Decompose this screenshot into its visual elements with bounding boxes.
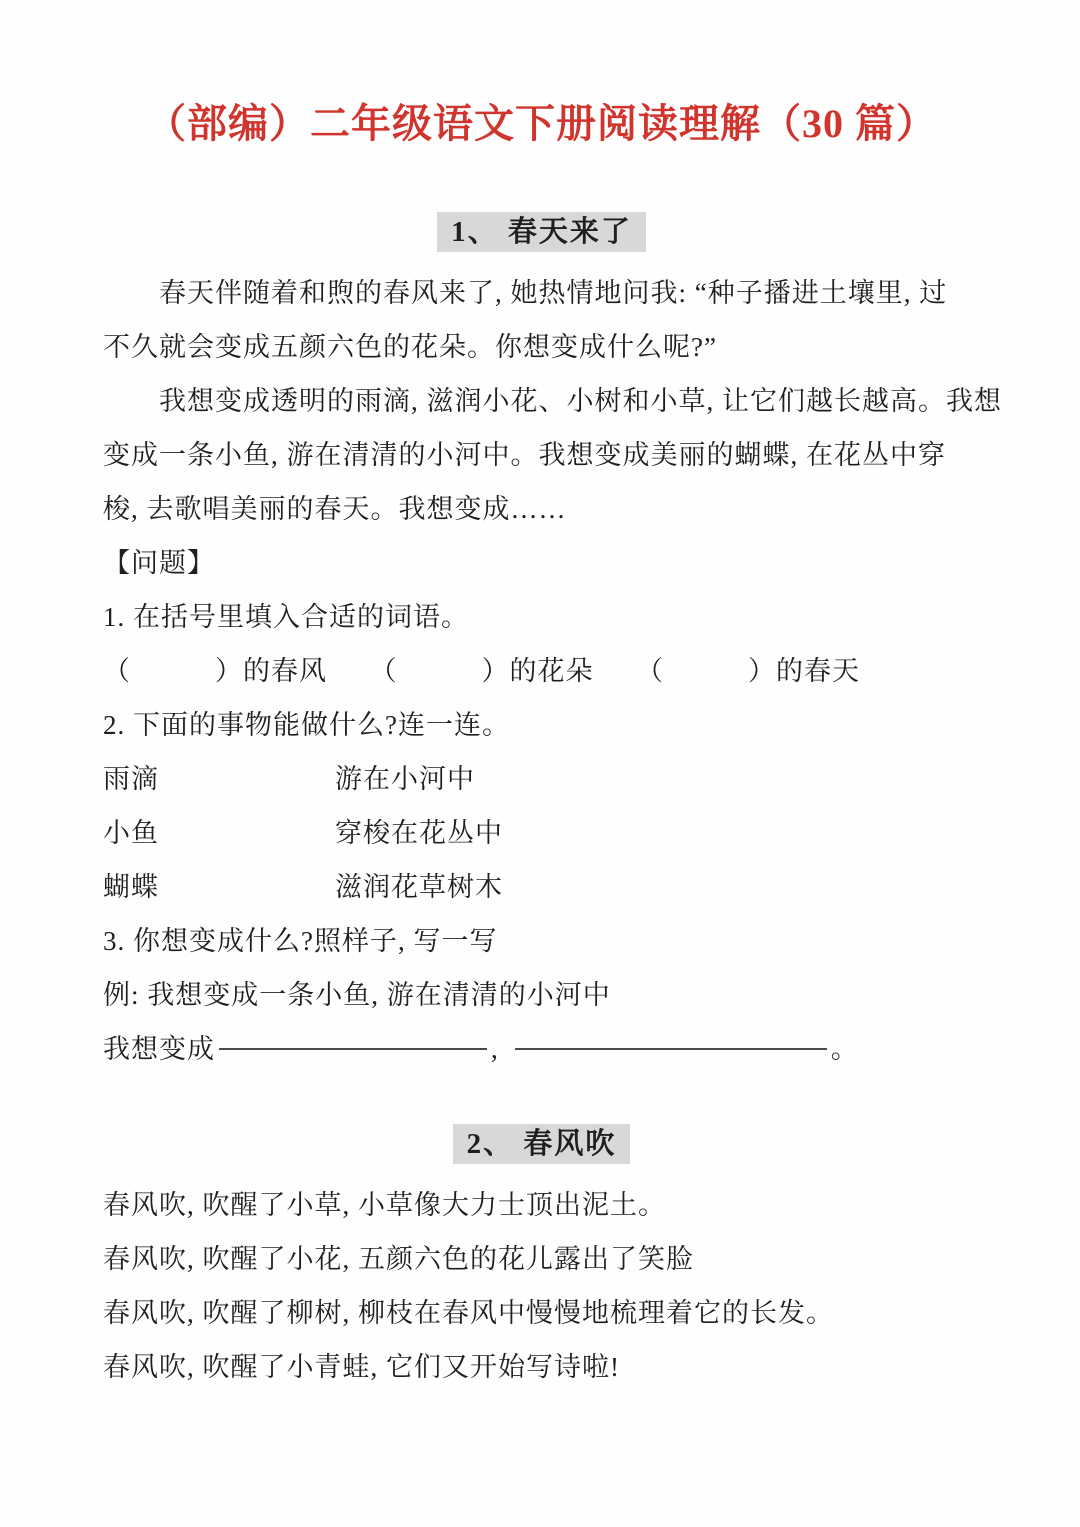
section-1-body xyxy=(103,266,1002,1076)
question-1: 1. 在括号里填入合适的词语。 xyxy=(103,602,469,632)
answer-period: 。 xyxy=(830,1034,859,1064)
paragraph-1-line-1: 春天伴随着和煦的春风来了, 她热情地问我: “种子播进土壤里, 过 xyxy=(159,278,948,308)
answer-blank-line xyxy=(515,1048,827,1050)
question-1-blank-row: （ ）的春风 （ ）的花朵 （ ）的春天 xyxy=(103,656,860,686)
paragraph-2-line-3: 梭, 去歌唱美丽的春天。我想变成…… xyxy=(103,494,567,524)
match-right-item: 穿梭在花丛中 xyxy=(335,818,503,848)
question-3: 3. 你想变成什么?照样子, 写一写 xyxy=(103,926,498,956)
poem-line-1: 春风吹, 吹醒了小草, 小草像大力士顶出泥土。 xyxy=(103,1190,666,1220)
question-3-answer-row xyxy=(103,1022,980,1076)
section-2-heading xyxy=(103,1124,980,1164)
paragraph-2-line-2: 变成一条小鱼, 游在清清的小河中。我想变成美丽的蝴蝶, 在花丛中穿 xyxy=(103,440,946,470)
poem-line-4: 春风吹, 吹醒了小青蛙, 它们又开始写诗啦! xyxy=(103,1352,620,1382)
poem-line-3: 春风吹, 吹醒了柳树, 柳枝在春风中慢慢地梳理着它的长发。 xyxy=(103,1298,834,1328)
question-3-example: 例: 我想变成一条小鱼, 游在清清的小河中 xyxy=(103,980,611,1010)
page-title: （部编）二年级语文下册阅读理解（30 篇） xyxy=(146,101,937,146)
paragraph-2-line-1: 我想变成透明的雨滴, 滋润小花、小树和小草, 让它们越长越高。我想 xyxy=(159,386,1002,416)
poem-line-2: 春风吹, 吹醒了小花, 五颜六色的花儿露出了笑脸 xyxy=(103,1244,694,1274)
match-left-item: 雨滴 xyxy=(103,764,159,794)
match-row xyxy=(103,752,980,806)
match-row xyxy=(103,860,980,914)
paragraph-1-line-2: 不久就会变成五颜六色的花朵。你想变成什么呢?” xyxy=(103,332,717,362)
section-1-heading xyxy=(103,212,980,252)
question-2: 2. 下面的事物能做什么?连一连。 xyxy=(103,710,510,740)
match-row xyxy=(103,806,980,860)
match-right-item: 游在小河中 xyxy=(335,764,475,794)
match-left-item: 蝴蝶 xyxy=(103,872,159,902)
questions-label: 【问题】 xyxy=(103,548,215,578)
match-left-item: 小鱼 xyxy=(103,818,159,848)
answer-comma: , xyxy=(491,1034,499,1064)
section-2-heading-label: 2、 春风吹 xyxy=(453,1124,631,1164)
answer-blank-line xyxy=(219,1048,487,1050)
match-right-item: 滋润花草树木 xyxy=(335,872,503,902)
answer-prefix: 我想变成 xyxy=(103,1034,215,1064)
section-1-heading-label: 1、 春天来了 xyxy=(437,212,646,252)
section-2-body xyxy=(103,1178,980,1394)
